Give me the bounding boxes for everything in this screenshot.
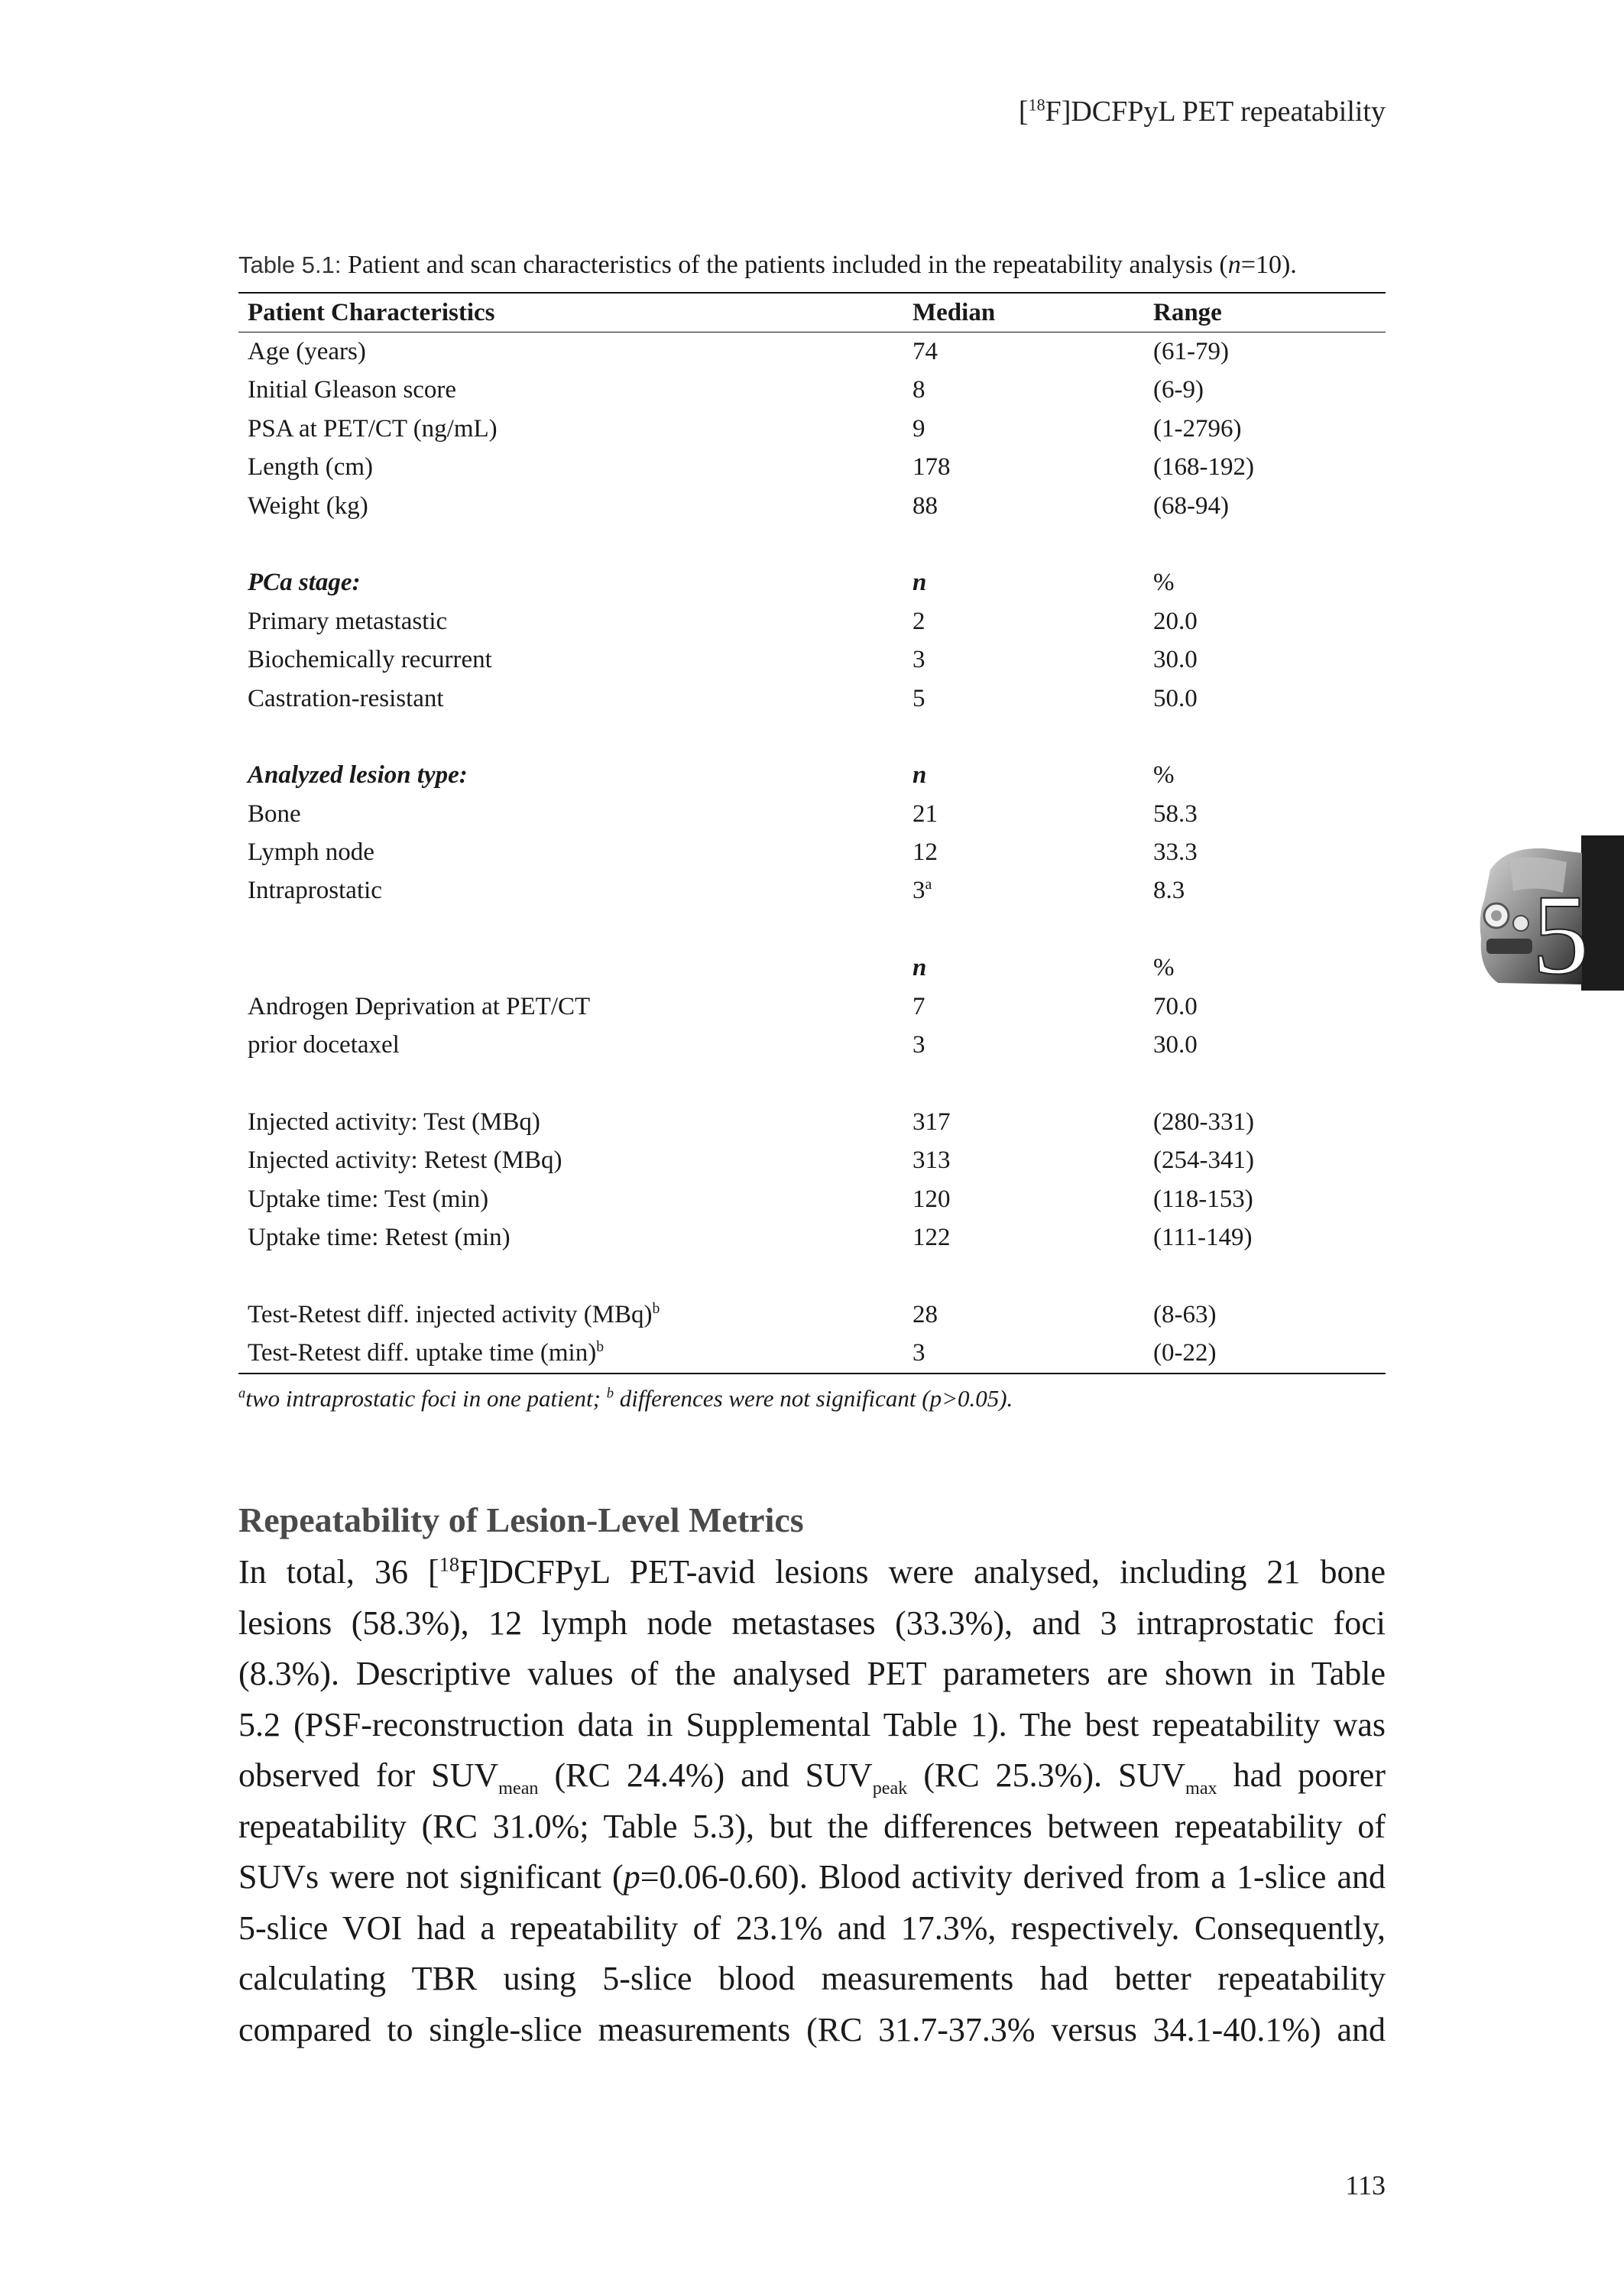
body-line: lesions (58.3%), 12 lymph node metastases (33.3%), and 3 intraprostatic foci xyxy=(238,1604,1386,1642)
table-row: Intraprostatic 3$^a$ 8.3 xyxy=(248,876,1185,905)
body-line: repeatability (RC 31.0%; Table 5.3), but the differences between repeatability of xyxy=(238,1807,1386,1845)
body-paragraph xyxy=(238,1547,1386,2055)
body-line: calculating TBR using 5-slice blood measurements had better repeatability xyxy=(238,1960,1386,1997)
table-row: Test-Retest diff. uptake time $(\min)^b$ 3 (0-22) xyxy=(248,1338,1217,1367)
table-caption: Table 5.1: Patient and scan characteristics of the patients included in the repeatability analysis (n=10). xyxy=(238,251,1297,279)
section-row-pca-stage: PCa stage: n % xyxy=(248,569,1175,597)
table-spacer xyxy=(238,1064,1386,1102)
table-row: PSA at PET/CT (ng/mL) 9 (1-2796) xyxy=(248,414,1242,443)
table-row: Uptake time: Test (min) 120 (118-153) xyxy=(248,1185,1253,1213)
table-spacer xyxy=(238,910,1386,949)
table-row: Uptake time: Retest (min) 122 (111-149) xyxy=(248,1223,1253,1251)
table-row: Test-Retest diff. injected activity (MBq)$^b$ 28 (8-63) xyxy=(248,1299,1217,1328)
table-spacer xyxy=(238,718,1386,756)
table-row: Lymph node 12 33.3 xyxy=(248,838,1198,867)
running-header: [$^{18}$F]DCFPyL PET repeatability xyxy=(1018,95,1386,128)
header-patient-characteristics: Patient Characteristics xyxy=(248,299,495,326)
characteristics-table xyxy=(238,292,1386,1374)
header-range: Range xyxy=(1153,299,1222,326)
chapter-number: 5 xyxy=(1532,871,1590,992)
section-row-lesion-type: Analyzed lesion type: n % xyxy=(248,761,1175,790)
table-row: Initial Gleason score 8 (6-9) xyxy=(248,376,1204,404)
header-median: Median xyxy=(912,299,996,326)
table-spacer xyxy=(238,1257,1386,1295)
table-row: Androgen Deprivation at PET/CT 7 70.0 xyxy=(248,992,1198,1020)
table-row: prior docetaxel 3 30.0 xyxy=(248,1031,1198,1059)
chapter-emblem-icon xyxy=(1475,839,1590,992)
table-row: Primary metastastic 2 20.0 xyxy=(248,607,1198,635)
body-line: SUVs were not significant (p=0.06-0.60). Blood activity derived from a 1-slice and xyxy=(238,1858,1386,1896)
caption-label: Table 5.1: xyxy=(238,251,342,278)
table-spacer xyxy=(238,525,1386,563)
table-row: Injected activity: Retest (MBq) 313 (254-341) xyxy=(248,1146,1254,1175)
table-row: Weight (kg) 88 (68-94) xyxy=(248,491,1229,520)
table-footnote: $^a$two intraprostatic foci in one patient; $^b$ differences were not significant (p>0.05). xyxy=(238,1385,1013,1412)
page-number: 113 xyxy=(1345,2170,1386,2201)
section-heading: Repeatability of Lesion-Level Metrics xyxy=(238,1500,804,1539)
table-row: Castration-resistant 5 50.0 xyxy=(248,684,1198,712)
body-line: compared to single-slice measurements (RC 31.7-37.3% versus 34.1-40.1%) and xyxy=(238,2010,1386,2048)
body-line: 5-slice VOI had a repeatability of 23.1% and 17.3%, respectively. Consequently, xyxy=(238,1909,1386,1947)
table-row: Length (cm) 178 (168-192) xyxy=(248,453,1254,482)
body-line: In total, 36 [$^{18}$F]DCFPyL PET-avid lesions were analysed, including 21 bone xyxy=(238,1552,1386,1591)
body-line: 5.2 (PSF-reconstruction data in Supplemental Table 1). The best repeatability was xyxy=(238,1705,1386,1743)
table-row: Injected activity: Test (MBq) 317 (280-331) xyxy=(248,1108,1254,1136)
table-row: Biochemically recurrent 3 30.0 xyxy=(248,646,1198,674)
table-header-row xyxy=(238,294,1386,332)
table-row: Age (years) 74 (61-79) xyxy=(248,338,1229,365)
body-line: (8.3%). Descriptive values of the analysed PET parameters are shown in Table xyxy=(238,1655,1386,1692)
table-row: Bone 21 58.3 xyxy=(248,799,1198,828)
body-line: observed for $SUV_{mean}$ (RC 24.4%) and $SUV_{peak}$ (RC 25.3%). $SUV_{max}$ had poorer xyxy=(238,1756,1386,1798)
section-row-treatment: n % xyxy=(912,954,1175,982)
